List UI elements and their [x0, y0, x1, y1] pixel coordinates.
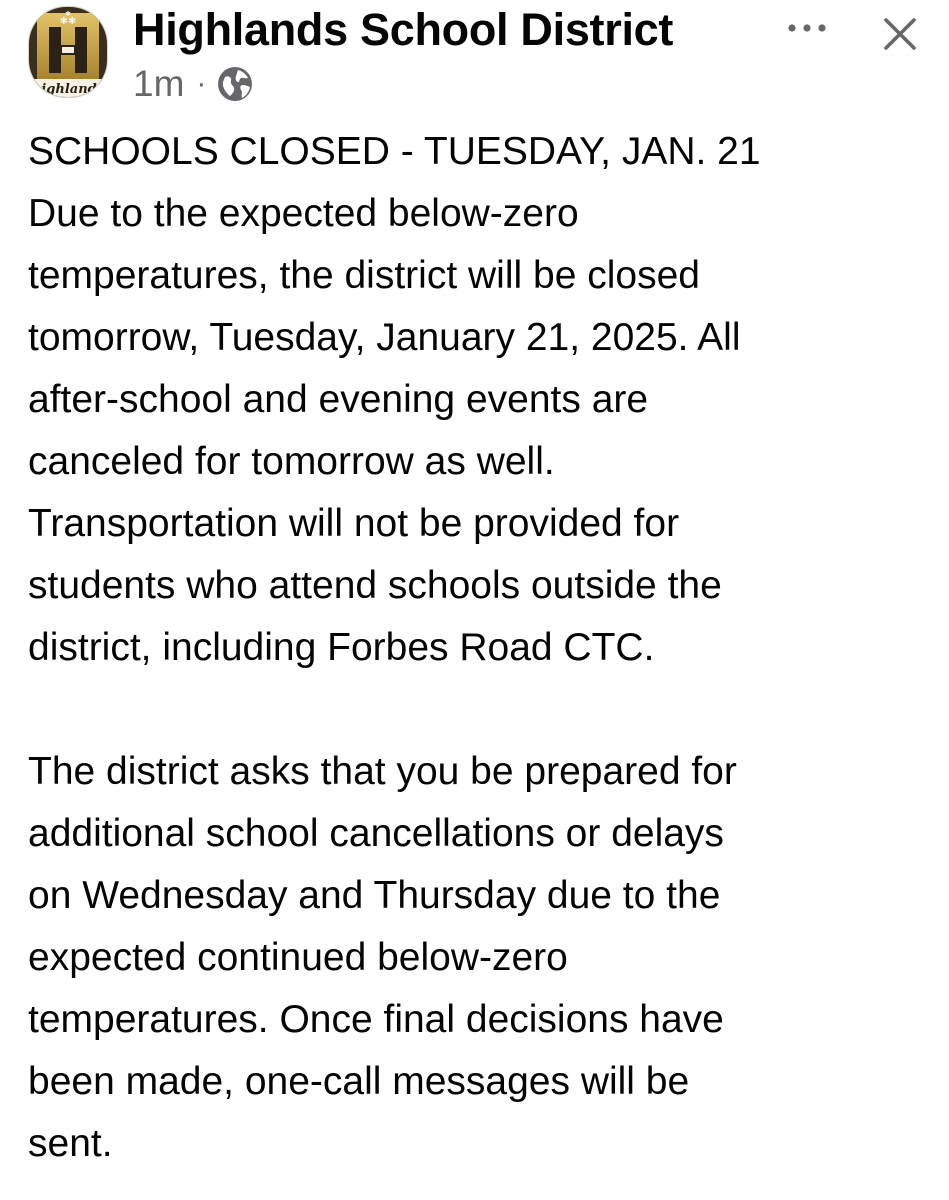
- post-text-line: Due to the expected below-zero: [28, 192, 579, 235]
- svg-text:✱✱: ✱✱: [59, 16, 77, 27]
- post-text-line: been made, one-call messages will be: [28, 1060, 690, 1103]
- audience-indicator[interactable]: [216, 65, 254, 103]
- post-text-line: students who attend schools outside the: [28, 564, 722, 607]
- more-horizontal-icon: [782, 22, 832, 34]
- highlands-logo-icon: [29, 7, 107, 97]
- post-header: [0, 0, 949, 112]
- logo-text: highlands: [31, 82, 105, 97]
- post-text: [28, 121, 933, 1175]
- paragraph-gap: [28, 679, 933, 741]
- close-icon: [882, 16, 918, 52]
- post-text-line: sent.: [28, 1122, 113, 1165]
- post-text-line: additional school cancellations or delays: [28, 812, 724, 855]
- post-text-line: SCHOOLS CLOSED - TUESDAY, JAN. 21: [28, 130, 761, 173]
- post-meta: [133, 60, 254, 108]
- post-text-line: Transportation will not be provided for: [28, 502, 680, 545]
- post-text-line: tomorrow, Tuesday, January 21, 2025. All: [28, 316, 741, 359]
- close-post-button[interactable]: [872, 6, 928, 62]
- post-text-line: after-school and evening events are: [28, 378, 649, 421]
- page-avatar[interactable]: [28, 6, 108, 98]
- post-text-line: temperatures, the district will be closed: [28, 254, 700, 297]
- globe-icon: [216, 65, 254, 103]
- post-text-line: district, including Forbes Road CTC.: [28, 626, 655, 669]
- post-text-line: The district asks that you be prepared for: [28, 750, 737, 793]
- page-name-link[interactable]: Highlands School District: [133, 4, 674, 55]
- post-timestamp[interactable]: 1m: [133, 63, 185, 104]
- post-text-line: on Wednesday and Thursday due to the: [28, 874, 721, 917]
- post-text-line: expected continued below-zero: [28, 936, 568, 979]
- post-text-line: canceled for tomorrow as well.: [28, 440, 555, 483]
- more-options-button[interactable]: [772, 8, 842, 48]
- meta-separator: ·: [196, 67, 207, 100]
- svg-text:✱: ✱: [65, 10, 71, 18]
- post-text-line: temperatures. Once final decisions have: [28, 998, 724, 1041]
